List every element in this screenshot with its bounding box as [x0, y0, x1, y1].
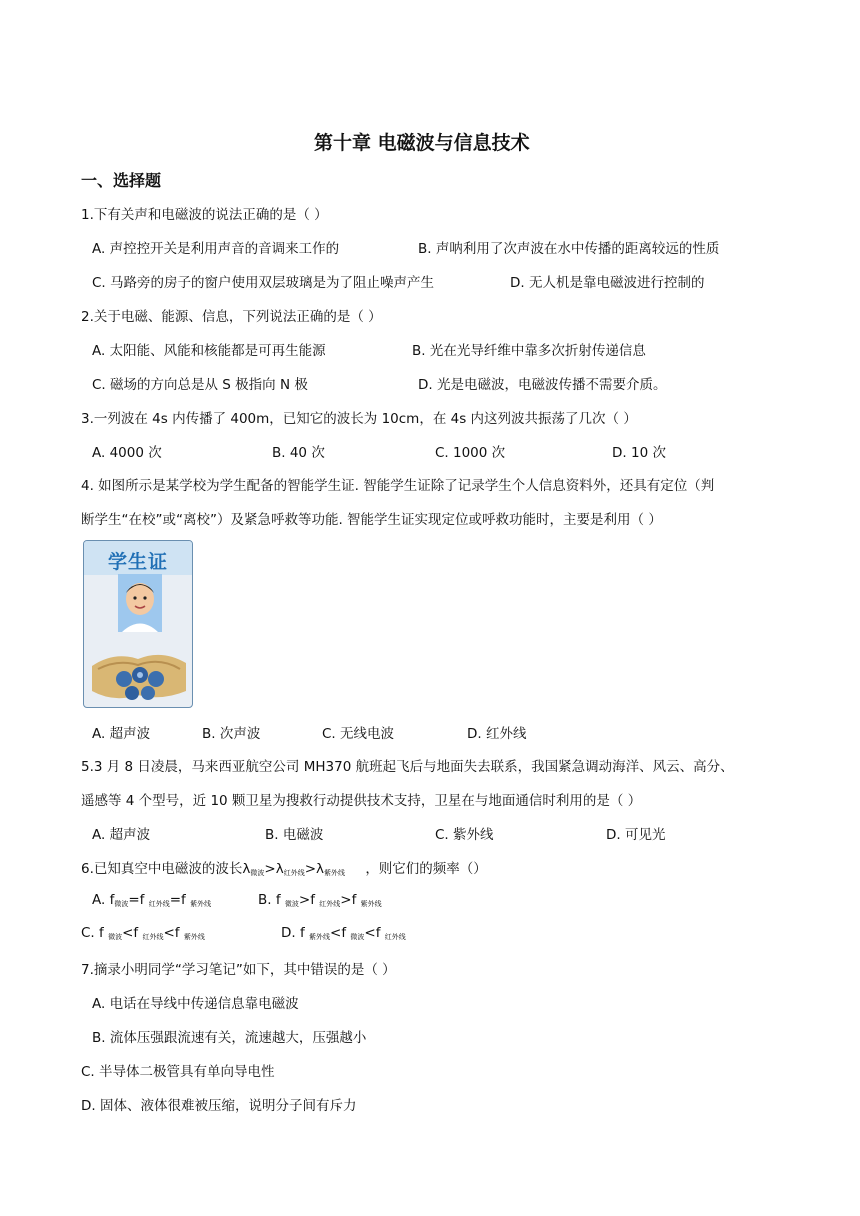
question-2-stem: 2.关于电磁、能源、信息，下列说法正确的是（ ）: [81, 309, 382, 325]
question-4-option-a: A. 超声波: [92, 726, 151, 742]
question-7-option-b: B. 流体压强跟流速有关，流速越大，压强越小: [92, 1030, 367, 1046]
page-title: 第十章 电磁波与信息技术: [314, 132, 530, 154]
question-5-option-a: A. 超声波: [92, 827, 151, 843]
question-2-option-c: C. 磁场的方向总是从 S 极指向 N 极: [92, 377, 308, 393]
student-card-figure: [83, 540, 193, 708]
question-6-prefix: 6.已知真空中电磁波的波长: [81, 861, 243, 877]
question-2-option-b: B. 光在光导纤维中靠多次折射传递信息: [412, 343, 646, 359]
question-5-stem-line-1: 5.3 月 8 日凌晨，马来西亚航空公司 MH370 航班起飞后与地面失去联系，我国紧急调动海洋、风云、高分、: [81, 759, 734, 775]
question-5-stem-line-2: 遥感等 4 个型号，近 10 颗卫星为搜救行动提供技术支持，卫星在与地面通信时利用的是（ ）: [81, 793, 642, 809]
question-5-option-d: D. 可见光: [606, 827, 666, 843]
question-4-stem-line-1: 4. 如图所示是某学校为学生配备的智能学生证. 智能学生证除了记录学生个人信息资料外，还具有定位（判: [81, 478, 715, 494]
question-5-option-c: C. 紫外线: [435, 827, 494, 843]
question-7-option-d: D. 固体、液体很难被压缩，说明分子间有斥力: [81, 1098, 357, 1114]
question-3-stem: 3.一列波在 4s 内传播了 400m，已知它的波长为 10cm，在 4s 内这列波共振荡了几次（ ）: [81, 411, 637, 427]
question-7-option-c: C. 半导体二极管具有单向导电性: [81, 1064, 275, 1080]
question-1-option-c: C. 马路旁的房子的窗户使用双层玻璃是为了阻止噪声产生: [92, 275, 435, 291]
keypad-icon: [84, 541, 192, 707]
question-7-stem: 7.摘录小明同学“学习笔记”如下，其中错误的是（ ）: [81, 962, 396, 978]
question-4-option-b: B. 次声波: [202, 726, 261, 742]
question-5-option-b: B. 电磁波: [265, 827, 324, 843]
question-6-option-c: C. f $_{微波}$<f $_{红外线}$<f $_{紫外线}$: [81, 925, 205, 941]
question-6-suffix: ，则它们的频率（）: [365, 861, 487, 877]
question-2-option-a: A. 太阳能、风能和核能都是可再生能源: [92, 343, 326, 359]
question-6-stem: 6.已知真空中电磁波的波长$\lambda_{微波}>\lambda_{红外线}>\lambda_{紫外线}$ ，则它们的频率（）: [81, 861, 487, 877]
question-1-option-b: B. 声呐利用了次声波在水中传播的距离较远的性质: [418, 241, 720, 257]
section-heading: 一、选择题: [81, 171, 162, 190]
question-6-option-b: B. f $_{微波}$>f $_{红外线}$>f $_{紫外线}$: [258, 892, 382, 908]
question-2-option-d: D. 光是电磁波，电磁波传播不需要介质。: [418, 377, 667, 393]
question-3-option-d: D. 10 次: [612, 445, 666, 461]
question-1-option-a: A. 声控控开关是利用声音的音调来工作的: [92, 241, 340, 257]
question-4-stem-line-2: 断学生“在校”或“离校”）及紧急呼救等功能. 智能学生证实现定位或呼救功能时，主要是利用（ ）: [81, 512, 662, 528]
question-3-option-a: A. 4000 次: [92, 445, 162, 461]
question-4-option-d: D. 红外线: [467, 726, 527, 742]
question-3-option-b: B. 40 次: [272, 445, 325, 461]
question-7-option-a: A. 电话在导线中传递信息靠电磁波: [92, 996, 299, 1012]
question-1-option-d: D. 无人机是靠电磁波进行控制的: [510, 275, 705, 291]
question-4-option-c: C. 无线电波: [322, 726, 395, 742]
question-1-stem: 1.下有关声和电磁波的说法正确的是（ ）: [81, 207, 328, 223]
student-card-label: 学生证: [108, 551, 169, 573]
question-6-option-d: D. f $_{紫外线}$<f $_{微波}$<f $_{红外线}$: [281, 925, 406, 941]
question-6-option-a: A. $f_{微波}=f$ $_{红外线}$=f $_{紫外线}$: [92, 892, 212, 908]
question-3-option-c: C. 1000 次: [435, 445, 506, 461]
